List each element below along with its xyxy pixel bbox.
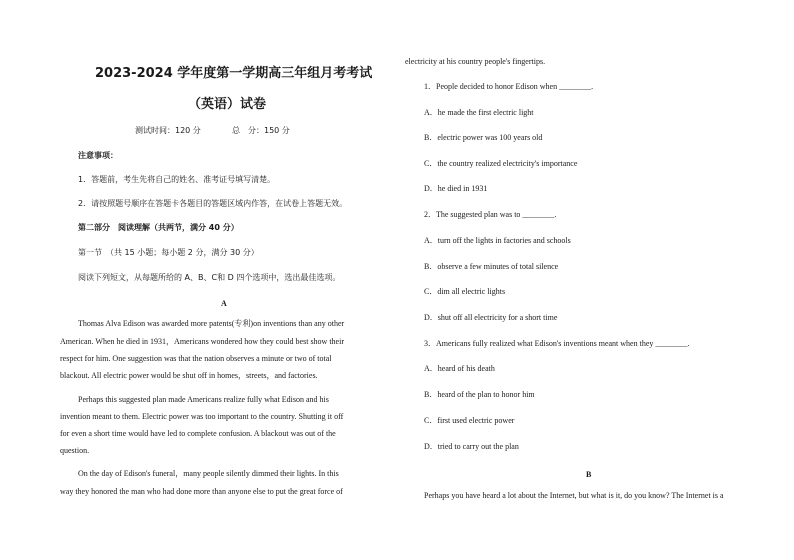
passage-a-line: Thomas Alva Edison was awarded more patents(专利)on inventions than any other [78, 319, 345, 328]
total-score: 总 分：150 分 [232, 126, 290, 135]
question-2: 2．The suggested plan was to ________. [424, 210, 557, 219]
question-2-option-c: C．dim all electric lights [424, 287, 506, 296]
question-3-option-c: C．first used electric power [424, 416, 515, 425]
passage-a-continuation: electricity at his country people's fingertips. [405, 57, 546, 66]
passage-a-line: question. [60, 446, 90, 455]
instruction: 阅读下列短文，从每题所给的 A、B、C和 D 四个选项中，选出最佳选项。 [78, 273, 341, 282]
question-2-option-b: B．observe a few minutes of total silence [424, 262, 559, 271]
passage-label-a: A [221, 299, 227, 308]
notice-item-2: 2．请按照题号顺序在答题卡各题目的答题区域内作答，在试卷上答题无效。 [78, 199, 348, 208]
passage-a-line: way they honored the man who had done more than anyone else to put the great force of [60, 487, 343, 496]
passage-a-line: Perhaps this suggested plan made Americans realize fully what Edison and his [78, 395, 329, 404]
passage-a-line: On the day of Edison's funeral，many people silently dimmed their lights. In this [78, 469, 339, 478]
part-heading: 第二部分 阅读理解（共两节，满分 40 分） [78, 223, 239, 232]
question-3-option-a: A．heard of his death [424, 364, 495, 373]
question-2-option-a: A．turn off the lights in factories and schools [424, 236, 571, 245]
question-1-option-b: B．electric power was 100 years old [424, 133, 543, 142]
passage-a-line: invention meant to them. Electric power was too important to the country. Shutting it off [60, 412, 344, 421]
question-2-option-d: D．shut off all electricity for a short time [424, 313, 558, 322]
exam-subtitle: （英语）试卷 [188, 97, 267, 112]
passage-a-line: American. When he died in 1931，Americans wondered how they could best show their [60, 337, 344, 346]
section-heading: 第一节 （共 15 小题；每小题 2 分，满分 30 分） [78, 248, 259, 257]
question-1: 1．People decided to honor Edison when ________. [424, 82, 594, 91]
question-1-option-d: D．he died in 1931 [424, 184, 488, 193]
question-3-option-d: D．tried to carry out the plan [424, 442, 519, 451]
passage-a-line: for even a short time would have led to complete confusion. A blackout was out of the [60, 429, 336, 438]
passage-b-line: Perhaps you have heard a lot about the Internet, but what is it, do you know? The Internet is a [424, 491, 724, 500]
question-1-option-c: C．the country realized electricity's importance [424, 159, 578, 168]
notice-header: 注意事项： [78, 151, 118, 160]
question-3: 3．Americans fully realized what Edison's inventions meant when they ________. [424, 339, 690, 348]
question-1-option-a: A．he made the first electric light [424, 108, 534, 117]
notice-item-1: 1．答题前，考生先将自己的姓名、准考证号填写清楚。 [78, 175, 276, 184]
passage-a-line: respect for him. One suggestion was that the nation observes a minute or two of total [60, 354, 332, 363]
passage-a-line: blackout. All electric power would be shut off in homes，streets，and factories. [60, 371, 318, 380]
passage-label-b: B [586, 470, 592, 479]
question-3-option-b: B．heard of the plan to honor him [424, 390, 535, 399]
exam-time: 测试时间：120 分 [135, 126, 201, 135]
exam-title: 2023-2024 学年度第一学期高三年组月考考试 [95, 66, 373, 81]
